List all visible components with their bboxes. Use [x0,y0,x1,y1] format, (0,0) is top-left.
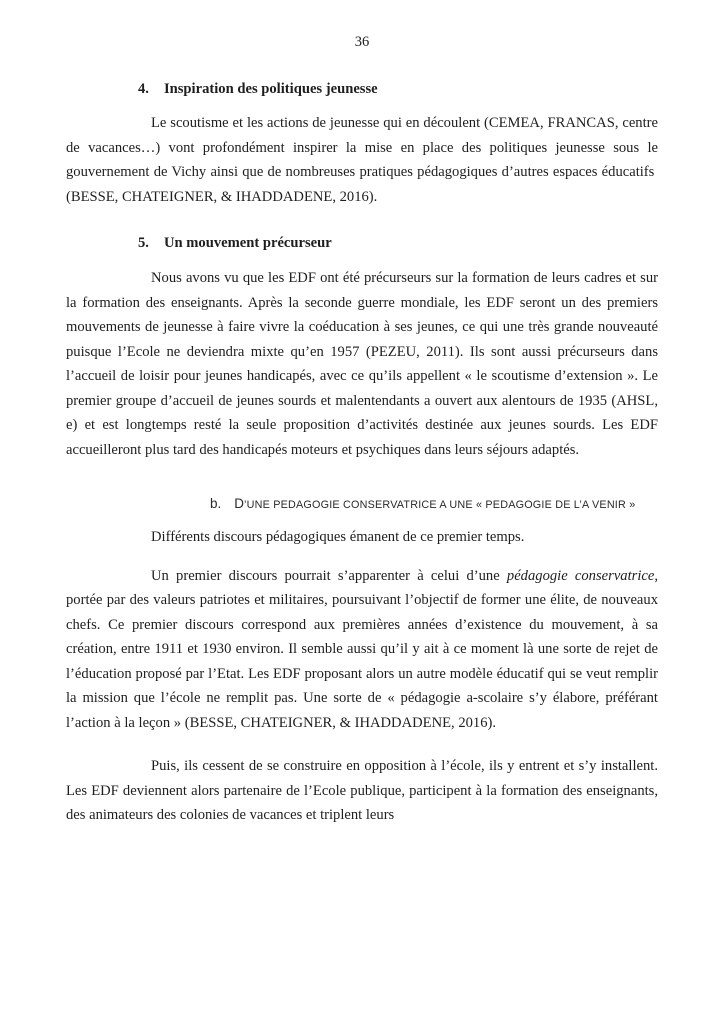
subsection-heading-b-number: b. [210,496,222,511]
paragraph-mouvement-precurseur [66,266,658,462]
subsection-heading-b-initial: D [234,496,245,511]
paragraph-text: Nous avons vu que les EDF ont été précurseurs sur la formation de leurs cadres et sur la formation des enseignants. Après la seconde guerre mondiale, les EDF seront un des premiers mouvements de jeunesse à faire vivre la coéducation à ses jeunes, ce qui une très grande nouveauté puisque l’Ecole ne deviendra mixte qu’en 1957 (PEZEU, 2011). Ils sont aussi précurseurs dans l’accueil de loisir pour jeunes handicapés, avec ce qu’ils appellent « le scoutisme d’extension ». Le premier groupe d’accueil de jeunes sourds et malentendants a ouvert aux alentours de 1935 (AHSL, e) et est longtemps resté la seule proposition d’activités destinée aux jeunes sourds. Les EDF accueilleront plus tard des handicapés moteurs et psychiques dans leurs séjours adaptés. [66,270,658,458]
paragraph-text: Puis, ils cessent de se construire en opposition à l’école, ils y entrent et s’y installent. Les EDF deviennent alors partenaire de l’Ecole publique, participent à la formation des enseignants, des animateurs des colonies de vacances et triplent leurs [66,758,658,823]
paragraph-text: Le scoutisme et les actions de jeunesse qui en découlent (CEMEA, FRANCAS, centre de vacances…) vont profondément inspirer la mise en place des politiques jeunesse sous le gouvernement de Vichy ainsi que de nombreuses pratiques pédagogiques d’autres espaces éducatifs (BESSE, CHATEIGNER, & IHADDADENE, 2016). [66,115,658,205]
paragraph-partenaire-ecole [66,754,658,828]
paragraph-scoutisme-politiques [66,111,658,209]
subsection-heading-b-smallcaps: ’UNE PEDAGOGIE CONSERVATRICE A UNE « PEDAGOGIE DE L’A VENIR » [244,499,636,511]
section-heading-4-number: 4. [138,81,149,97]
paragraph-pedagogie-conservatrice [66,564,658,736]
section-heading-5-number: 5. [138,235,149,251]
section-heading-4 [138,81,658,97]
paragraph-discours-intro [66,525,658,550]
paragraph-text-after-italic: , portée par des valeurs patriotes et militaires, poursuivant l’objectif de former une élite, de nouveaux chefs. Ce premier discours correspond aux premières années d’existence du mouvement, à sa création, entre 1911 et 1930 environ. Il semble aussi qu’il y ait à ce moment là une sorte de rejet de l’éducation proposé par l’Etat. Les EDF proposant alors un autre modèle éducatif qui se veut remplir la mission que l’école ne remplit pas. Une sorte de « pédagogie a-scolaire s’y élabore, préférant l’action à la leçon » (BESSE, CHATEIGNER, & IHADDADENE, 2016). [66,567,658,731]
section-heading-5-label: Un mouvement précurseur [163,235,332,251]
section-heading-5 [138,235,658,251]
page-number: 36 [354,34,370,50]
italic-phrase: pédagogie conservatrice [506,567,655,584]
section-heading-4-label: Inspiration des politiques jeunesse [163,81,378,97]
subsection-heading-b [210,496,658,513]
paragraph-text: Différents discours pédagogiques émanent de ce premier temps. [151,529,525,545]
paragraph-text-before-italic: Un premier discours pourrait s’apparenter à celui d’une [151,567,507,584]
